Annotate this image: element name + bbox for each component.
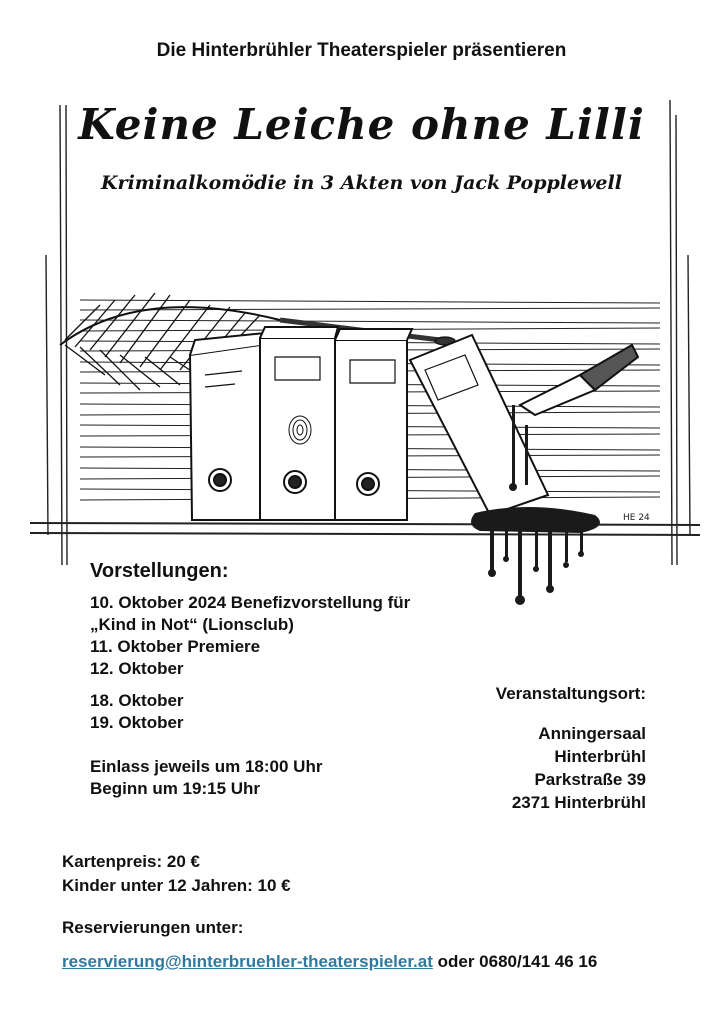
performances-heading: Vorstellungen: — [90, 560, 229, 582]
reservation-email-link[interactable]: reservierung@hinterbruehler-theaterspieler.at — [62, 952, 433, 971]
binder-icon — [335, 329, 412, 520]
play-title: Keine Leiche ohne Lilli — [78, 100, 645, 149]
play-subtitle: Kriminalkomödie in 3 Akten von Jack Popplewell — [101, 172, 622, 194]
binder-icon — [260, 327, 338, 520]
venue-block — [496, 682, 646, 814]
reservation-label: Reservierungen unter: — [62, 918, 244, 937]
knife-icon — [520, 345, 638, 415]
venue-line: 2371 Hinterbrühl — [511, 793, 646, 812]
date-line: 11. Oktober Premiere — [90, 637, 261, 656]
venue-line: Parkstraße 39 — [534, 770, 646, 789]
venue-line: Hinterbrühl — [554, 747, 646, 766]
binder-icon — [190, 333, 265, 520]
date-line: 19. Oktober — [90, 713, 184, 732]
start-time: Beginn um 19:15 Uhr — [90, 779, 261, 798]
date-line: 12. Oktober — [90, 659, 184, 678]
reservation-phone: oder 0680/141 46 16 — [437, 952, 598, 971]
performance-dates — [90, 592, 410, 800]
venue-label: Veranstaltungsort: — [495, 684, 646, 703]
date-line: „Kind in Not“ (Lionsclub) — [90, 615, 294, 634]
venue-line: Anningersaal — [538, 724, 646, 743]
admission-time: Einlass jeweils um 18:00 Uhr — [90, 757, 323, 776]
artist-signature: HE 24 — [623, 513, 650, 523]
date-line: 10. Oktober 2024 Benefizvorstellung für — [90, 593, 411, 612]
child-price: Kinder unter 12 Jahren: 10 € — [62, 876, 291, 895]
adult-price: Kartenpreis: 20 € — [62, 852, 200, 871]
reservation-contact — [62, 952, 597, 972]
prices-block — [62, 850, 291, 898]
date-line: 18. Oktober — [90, 691, 184, 710]
presenter-line: Die Hinterbrühler Theaterspieler präsentieren — [156, 40, 567, 61]
